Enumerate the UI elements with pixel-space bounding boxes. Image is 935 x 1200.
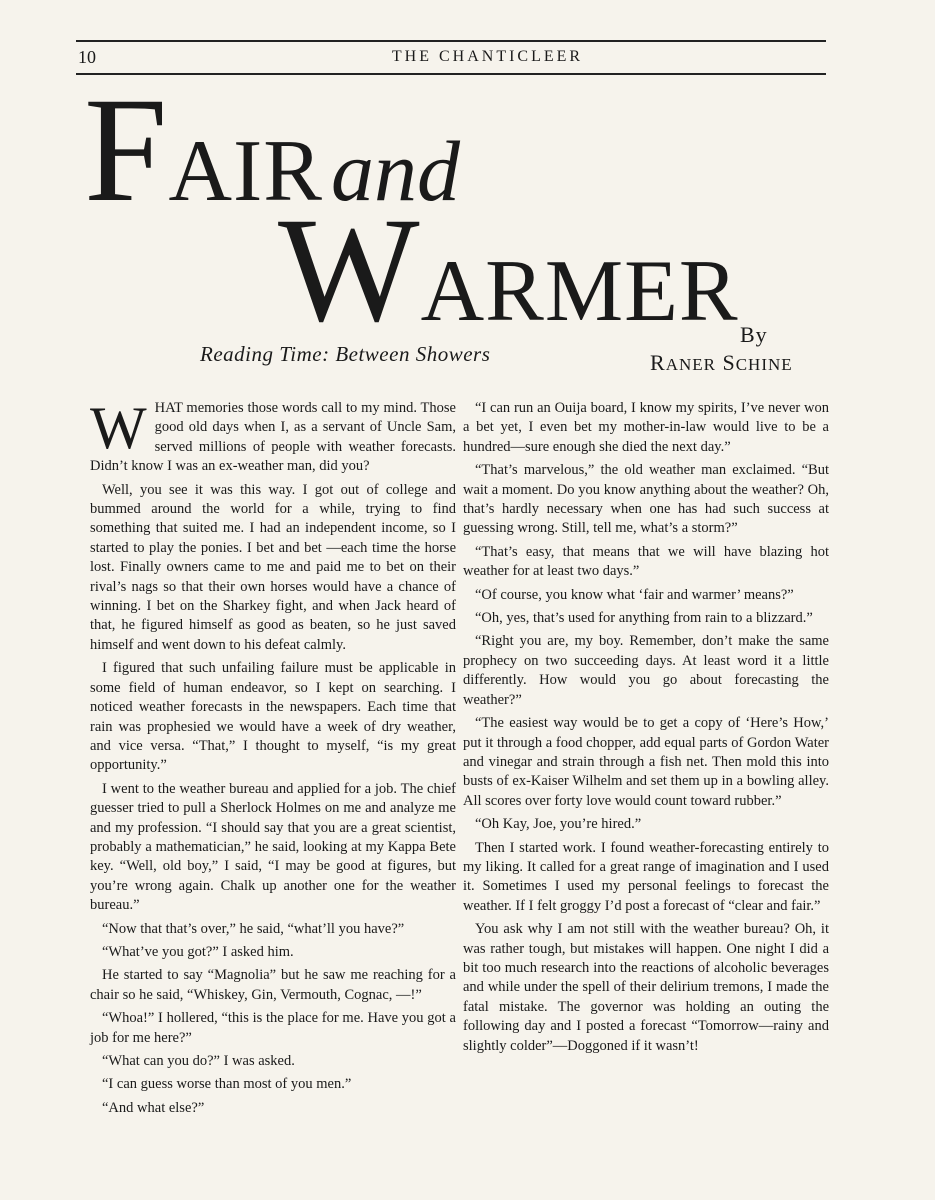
paragraph: “Oh Kay, Joe, you’re hired.” xyxy=(475,816,642,833)
paragraph: Then I started work. I found weather-forecasting entirely to my liking. It called for a great range of imagination and I used it. Sometimes I used my personal feelings to forecast the weather. If I felt groggy I’d post a forecast of “clear and fair.” xyxy=(463,839,829,914)
paragraph: “Whoa!” I hollered, “this is the place for me. Have you got a job for me here?” xyxy=(90,1010,456,1046)
subtitle: Reading Time: Between Showers xyxy=(200,342,491,366)
title-initial-f: F xyxy=(84,67,169,233)
paragraph: “And what else?” xyxy=(102,1099,205,1116)
paragraph: “What’ve you got?” I asked him. xyxy=(102,943,294,960)
paragraph: “That’s easy, that means that we will have blazing hot weather for at least two days.” xyxy=(463,543,829,580)
title-line-2 xyxy=(278,187,739,362)
paragraph: “The easiest way would be to get a copy of ‘Here’s How,’ put it through a food chopper, add equal parts of Gordon Water and vinegar and strain through a fish net. Then mold this into busts of ex-Kaiser Wilhelm and set them up in a bowling alley. All scores over forty love would count toward rubber.” xyxy=(463,715,829,809)
header-rule-top xyxy=(76,40,826,42)
drop-cap: W xyxy=(90,395,147,461)
left-column xyxy=(90,395,456,1122)
paragraph: “Right you are, my boy. Remember, don’t make the same prophecy on two succeeding days. At least word it a little differently. How would you go about forecasting the weather?” xyxy=(463,633,829,708)
title-word-and: and xyxy=(331,123,460,219)
paragraph: I went to the weather bureau and applied for a job. The chief guesser tried to pull a Sherlock Holmes on me and analyze me and my profession. “I should say that you are a great scientist, probably a mathematician,” he said, looking at my Kappa Bete key. “Well, old boy,” I said, “I may be good at figures, but you’re wrong again. Chalk up another one for the weather bureau.” xyxy=(90,780,456,914)
paragraph: “Now that that’s over,” he said, “what’ll you have?” xyxy=(102,920,405,937)
byline-by: By xyxy=(740,322,768,347)
author-name: RANER SCHINE xyxy=(650,350,793,375)
paragraph: “I can guess worse than most of you men.” xyxy=(102,1076,352,1093)
title-word-air: AIR xyxy=(168,123,323,220)
paragraph: You ask why I am not still with the weather bureau? Oh, it was rather tough, but mistakes will happen. One night I did a bit too much research into the reactions of alcoholic beverages and while under the spell of their delirium tremons, I made the fatal mistake. The governor was holding an outing the following day and I posted a forecast “Tomorrow—rainy and slightly colder”—Doggoned if it wasn’t! xyxy=(463,921,829,1054)
title-initial-w: W xyxy=(278,187,421,353)
paragraph: “What can you do?” I was asked. xyxy=(102,1053,295,1069)
paragraph: Well, you see it was this way. I got out of college and bummed around the world for a while, trying to find something that suited me. I had an independent income, so I started to play the ponies. I bet and bet —each time the horse lost. Finally owners came to me and paid me to bet on their rival’s nags so that their own horses would have a chance of winning. I bet on the Sharkey fight, and when Jack heard of that, he figured himself as good as beaten, so he just saved himself and went down to his defeat calmly. xyxy=(90,481,456,653)
paragraph: WHAT memories those words call to my mind. Those good old days when I, as a servant of Uncle Sam, served millions of people with weather forecasts. Didn’t know I was an ex-weather man, did you? xyxy=(90,395,456,475)
title-word-armer: ARMER xyxy=(420,243,739,340)
page-number: 10 xyxy=(78,47,96,67)
header-rule-bottom xyxy=(76,73,826,75)
right-column xyxy=(463,399,829,1060)
paragraph: “Oh, yes, that’s used for anything from rain to a blizzard.” xyxy=(475,610,813,627)
running-title: THE CHANTICLEER xyxy=(391,48,584,65)
paragraph: “Of course, you know what ‘fair and warmer’ means?” xyxy=(475,586,794,603)
paragraph: He started to say “Magnolia” but he saw me reaching for a chair so he said, “Whiskey, Gin, Vermouth, Cognac, —!” xyxy=(90,967,456,1003)
paragraph: “That’s marvelous,” the old weather man exclaimed. “But wait a moment. Do you know anything about the weather? Oh, that’s hardly necessary when one has had such success at guessing wrong. Still, tell me, what’s a storm?” xyxy=(463,462,829,537)
paragraph: “I can run an Ouija board, I know my spirits, I’ve never won a bet yet, I even bet my mother-in-law would live to be a hundred—sure enough she died the next day.” xyxy=(463,400,829,455)
paragraph: I figured that such unfailing failure must be applicable in some field of human endeavor, so I kept on searching. I noticed weather forecasts in the newspapers. Each time that rain was prophesied we would have a week of dry weather, and vice versa. “That,” I thought to myself, “is my great opportunity.” xyxy=(90,660,456,774)
